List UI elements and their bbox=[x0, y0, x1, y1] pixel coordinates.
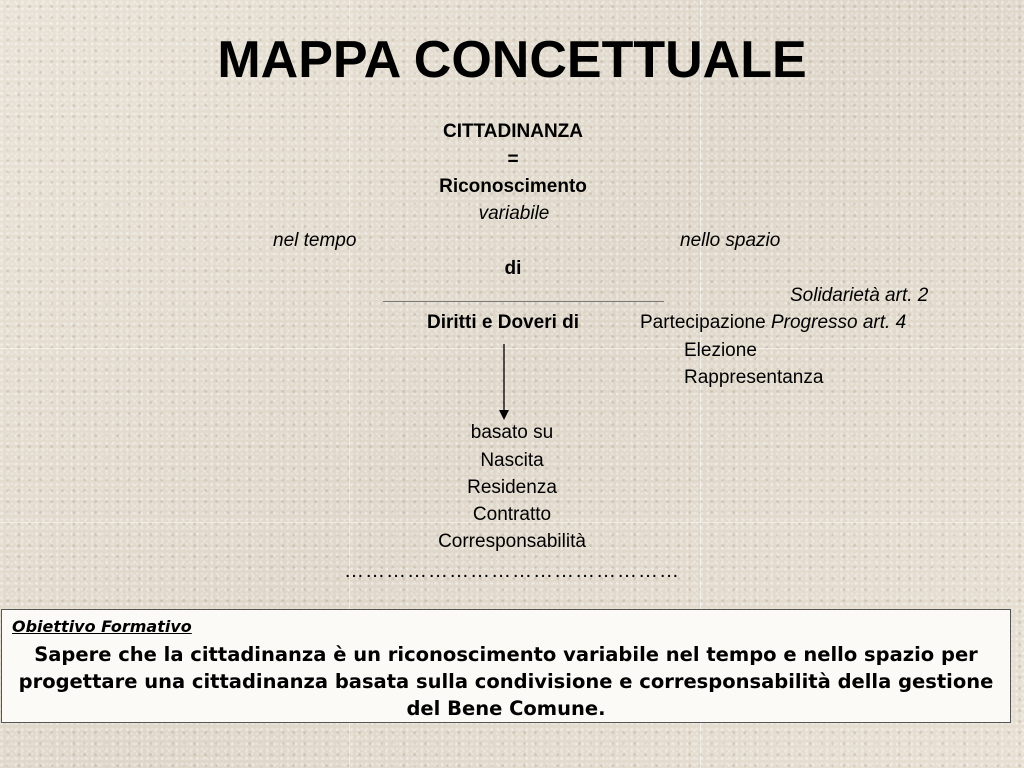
node-nel-tempo: nel tempo bbox=[273, 230, 357, 251]
node-variabile: variabile bbox=[478, 203, 550, 224]
objective-box bbox=[1, 609, 1011, 723]
down-arrow-icon bbox=[497, 344, 513, 422]
node-residenza: Residenza bbox=[467, 477, 557, 498]
node-elezione: Elezione bbox=[684, 340, 757, 361]
node-cittadinanza: CITTADINANZA bbox=[442, 121, 584, 142]
separator-line bbox=[383, 301, 664, 302]
node-rappresentanza: Rappresentanza bbox=[684, 367, 824, 388]
node-riconoscimento: Riconoscimento bbox=[439, 176, 587, 197]
objective-label: Obiettivo Formativo bbox=[12, 617, 192, 636]
node-solidarieta: Solidarietà art. 2 bbox=[790, 285, 929, 306]
node-contratto: Contratto bbox=[472, 504, 552, 525]
ellipsis-dots: ………………………………………… bbox=[344, 560, 680, 582]
node-basato-su: basato su bbox=[470, 422, 554, 443]
node-nello-spazio: nello spazio bbox=[680, 230, 781, 251]
node-corresponsabilita: Corresponsabilità bbox=[438, 531, 586, 552]
node-nascita: Nascita bbox=[480, 450, 544, 471]
progresso-label: Progresso art. 4 bbox=[770, 312, 907, 333]
connector-di: di bbox=[504, 258, 522, 279]
partecipazione-label: Partecipazione bbox=[640, 312, 766, 333]
objective-text: Sapere che la cittadinanza è un riconoscimento variabile nel tempo e nello spazio per progettare una cittadinanza basata sulla condivisione e corresponsabilità della gestione del Bene Comune. bbox=[18, 643, 994, 720]
node-partecipazione bbox=[640, 312, 906, 334]
page-title: MAPPA CONCETTUALE bbox=[217, 31, 807, 89]
node-diritti-doveri: Diritti e Doveri di bbox=[427, 312, 580, 333]
equals-sign: = bbox=[507, 149, 519, 170]
